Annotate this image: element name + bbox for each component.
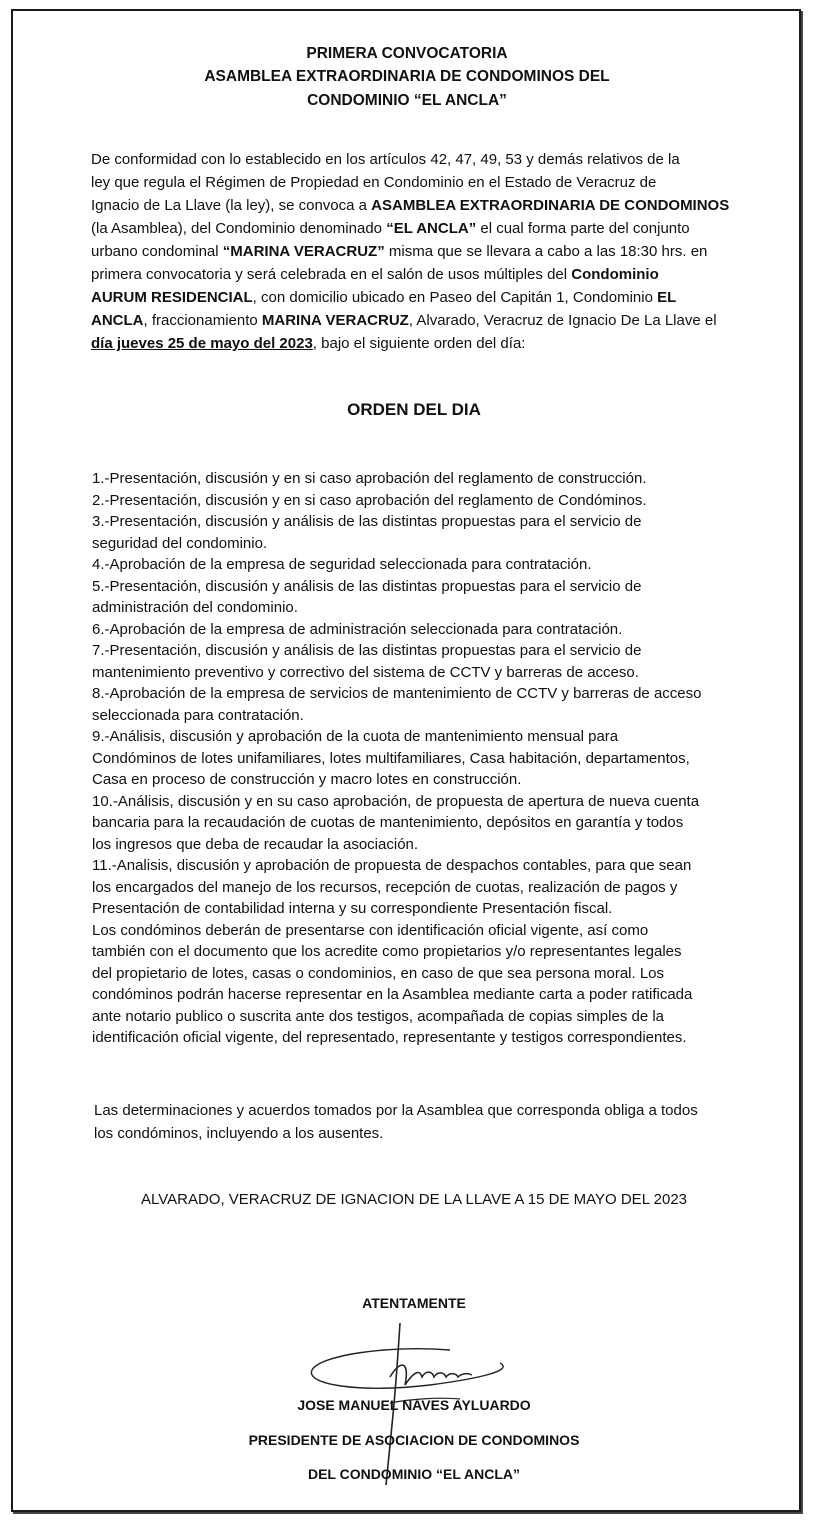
intro-text: misma que se llevara a cabo a las 18:30 hrs. en [384, 243, 708, 260]
agenda-line: administración del condominio. [92, 599, 298, 616]
signer-title-1: PRESIDENTE DE ASOCIACION DE CONDOMINOS [248, 1432, 580, 1448]
agenda-line: 5.-Presentación, discusión y análisis de las distintas propuestas para el servicio de [92, 577, 642, 595]
agenda-line: 8.-Aprobación de la empresa de servicios de mantenimiento de CCTV y barreras de acceso [92, 685, 702, 702]
agenda-line: 2.-Presentación, discusión y en si caso aprobación del reglamento de Condóminos. [92, 491, 647, 509]
agenda-line: los encargados del manejo de los recursos, recepción de cuotas, realización de pagos y [92, 878, 678, 896]
intro-line: ley que regula el Régimen de Propiedad en Condominio en el Estado de Veracruz de [91, 174, 657, 191]
signature-stroke [390, 1365, 472, 1385]
agenda-line: seleccionada para contratación. [92, 706, 304, 724]
notice-line: condóminos podrán hacerse representar en la Asamblea mediante carta a poder ratificada [92, 986, 693, 1003]
agenda-line: mantenimiento preventivo y correctivo del sistema de CCTV y barreras de acceso. [92, 663, 639, 681]
notice-line: ante notario publico o suscrita ante dos testigos, acompañada de copias simples de la [92, 1007, 665, 1025]
intro-line [91, 332, 525, 355]
intro-line: De conformidad con lo establecido en los artículos 42, 47, 49, 53 y demás relativos de la [91, 151, 680, 168]
agenda-line: 4.-Aprobación de la empresa de seguridad seleccionada para contratación. [92, 556, 592, 573]
intro-line [91, 286, 676, 309]
intro-bold: ANCLA [91, 312, 144, 329]
agenda-line: 6.-Aprobación de la empresa de administración seleccionada para contratación. [92, 620, 623, 638]
agenda-line: los ingresos que deba de recaudar la asociación. [92, 835, 419, 853]
intro-line [91, 240, 707, 263]
determinaciones-line: Las determinaciones y acuerdos tomados por la Asamblea que corresponda obliga a todos [94, 1102, 698, 1119]
agenda-line: seguridad del condominio. [92, 534, 268, 552]
agenda-line: 3.-Presentación, discusión y análisis de las distintas propuestas para el servicio de [92, 513, 642, 530]
intro-line [91, 217, 690, 240]
intro-text: , fraccionamiento [143, 312, 262, 329]
intro-bold: ASAMBLEA EXTRAORDINARIA DE CONDOMINOS [371, 197, 730, 214]
orden-del-dia-title: ORDEN DEL DIA [347, 400, 481, 419]
intro-bold: AURUM RESIDENCIAL [91, 289, 253, 306]
agenda-line: bancaria para la recaudación de cuotas de mantenimiento, depósitos en garantía y todos [92, 814, 684, 831]
intro-line [91, 309, 717, 332]
intro-bold: “MARINA VERACRUZ” [222, 243, 385, 260]
agenda-line: 9.-Análisis, discusión y aprobación de la cuota de mantenimiento mensual para [92, 728, 619, 745]
notice-line: identificación oficial vigente, del representado, representante y testigos correspondientes. [92, 1029, 687, 1046]
signer-name: JOSE MANUEL NAVES AYLUARDO [297, 1397, 531, 1413]
atentamente: ATENTAMENTE [362, 1295, 466, 1311]
notice-line: Los condóminos deberán de presentarse con identificación oficial vigente, así como [92, 921, 649, 939]
agenda-line: 10.-Análisis, discusión y en su caso aprobación, de propuesta de apertura de nueva cuenta [92, 792, 700, 810]
intro-text: (la Asamblea), del Condominio denominado [91, 220, 387, 237]
agenda-line: 1.-Presentación, discusión y en si caso aprobación del reglamento de construcción. [92, 470, 647, 487]
heading-line-1: PRIMERA CONVOCATORIA [306, 45, 508, 62]
agenda-line: 11.-Analisis, discusión y aprobación de propuesta de despachos contables, para que sean [92, 857, 692, 874]
intro-text: el cual forma parte del conjunto [476, 220, 690, 237]
intro-text: , bajo el siguiente orden del día: [312, 335, 526, 352]
intro-text: Ignacio de La Llave (la ley), se convoca a [91, 197, 372, 214]
intro-bold: Condominio [571, 266, 659, 283]
heading-line-3: CONDOMINIO “EL ANCLA” [307, 92, 507, 109]
meeting-date: día jueves 25 de mayo del 2023 [91, 335, 313, 352]
agenda-line: Condóminos de lotes unifamiliares, lotes multifamiliares, Casa habitación, departamentos, [92, 749, 690, 767]
intro-text: primera convocatoria y será celebrada en el salón de usos múltiples del [91, 266, 572, 283]
intro-text: , Alvarado, Veracruz de Ignacio De La Llave el [408, 312, 717, 329]
agenda-list [92, 468, 701, 1049]
signer-title-2: DEL CONDOMINIO “EL ANCLA” [307, 1466, 521, 1482]
agenda-line: Presentación de contabilidad interna y su correspondiente Presentación fiscal. [92, 900, 613, 917]
intro-bold: EL [657, 289, 677, 306]
notice-line: del propietario de lotes, casas o condominios, en caso de que sea persona moral. Los [92, 964, 665, 982]
intro-line [91, 194, 729, 217]
notice-line: también con el documento que los acredite como propietarios y/o representantes legales [92, 943, 682, 960]
intro-text: , con domicilio ubicado en Paseo del Capitán 1, Condominio [252, 289, 658, 306]
intro-bold: “EL ANCLA” [386, 220, 477, 237]
determinaciones-line: los condóminos, incluyendo a los ausentes. [94, 1125, 384, 1142]
agenda-line: Casa en proceso de construcción y macro lotes en construcción. [92, 771, 522, 788]
agenda-line: 7.-Presentación, discusión y análisis de las distintas propuestas para el servicio de [92, 642, 642, 659]
heading-line-2: ASAMBLEA EXTRAORDINARIA DE CONDOMINOS DEL [204, 68, 610, 85]
intro-bold: MARINA VERACRUZ [261, 312, 409, 329]
intro-text: urbano condominal [91, 243, 223, 260]
place-and-date: ALVARADO, VERACRUZ DE IGNACION DE LA LLAVE A 15 DE MAYO DEL 2023 [140, 1191, 688, 1208]
intro-line [91, 263, 659, 286]
